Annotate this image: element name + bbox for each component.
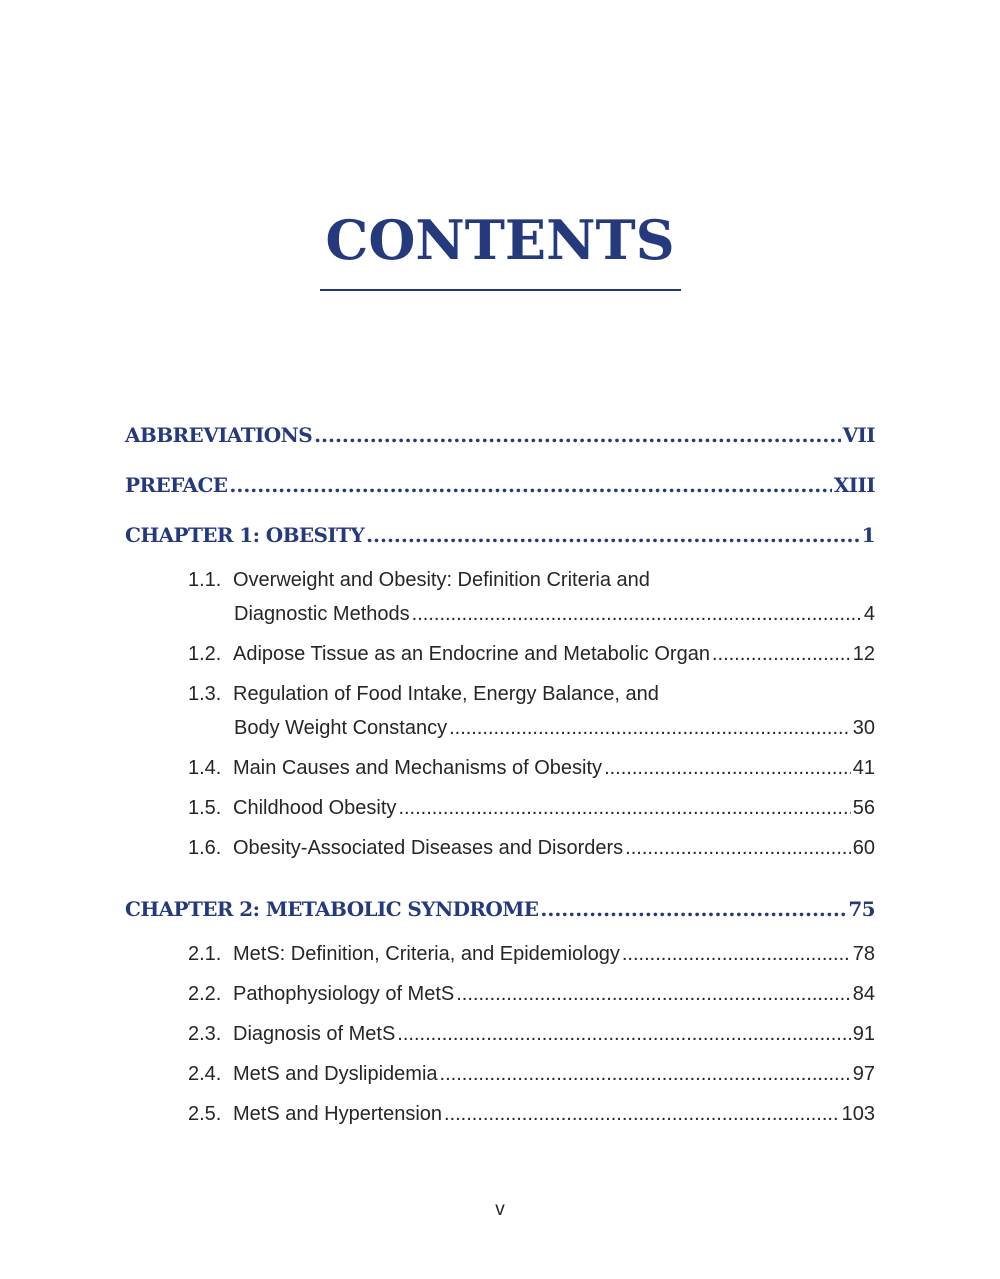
dot-leader	[456, 983, 851, 1006]
toc-entry-chapter-1[interactable]	[125, 523, 875, 547]
dot-leader	[398, 797, 850, 820]
toc-page-number: 97	[852, 1063, 875, 1085]
dot-leader	[625, 837, 851, 860]
section-number: 1.5.	[188, 797, 222, 819]
toc-entry-2-3[interactable]	[188, 1023, 875, 1046]
toc-entry-1-3[interactable]	[188, 683, 659, 706]
toc-entry-label: Childhood Obesity	[233, 797, 397, 819]
toc-entry-label: MetS and Dyslipidemia	[233, 1063, 438, 1085]
dot-leader	[229, 473, 831, 497]
section-number: 2.1.	[188, 943, 222, 965]
toc-entry-label: Main Causes and Mechanisms of Obesity	[233, 757, 603, 779]
toc-entry-1-5[interactable]	[188, 797, 875, 820]
section-number: 1.3.	[188, 683, 222, 705]
dot-leader	[444, 1103, 840, 1126]
toc-entry-chapter-2[interactable]	[125, 897, 875, 921]
toc-entry-1-4[interactable]	[188, 757, 875, 780]
section-number: 1.2.	[188, 643, 222, 665]
toc-entry-label: Obesity-Associated Diseases and Disorders	[233, 837, 624, 859]
section-number: 2.3.	[188, 1023, 222, 1045]
dot-leader	[412, 603, 862, 626]
title-underline	[320, 289, 681, 291]
page-number: v	[495, 1199, 505, 1220]
toc-entry-label: Pathophysiology of MetS	[233, 983, 455, 1005]
section-number: 1.1.	[188, 569, 222, 591]
section-number: 2.5.	[188, 1103, 222, 1125]
dot-leader	[366, 523, 860, 547]
toc-page-number: 75	[848, 897, 875, 921]
dot-leader	[397, 1023, 850, 1046]
toc-entry-label: Adipose Tissue as an Endocrine and Metabolic Organ	[233, 643, 710, 665]
toc-entry-label: Body Weight Constancy	[234, 717, 448, 739]
toc-page-number: 60	[852, 837, 875, 859]
toc-entry-2-4[interactable]	[188, 1063, 875, 1086]
toc-entry-abbreviations[interactable]	[125, 423, 875, 447]
toc-entry-label: Regulation of Food Intake, Energy Balance, and	[233, 683, 659, 705]
toc-page-number: 4	[863, 603, 875, 625]
toc-page-number: VII	[842, 423, 875, 447]
dot-leader	[712, 643, 851, 666]
toc-entry-1-3-continued[interactable]	[234, 717, 875, 740]
section-number: 2.4.	[188, 1063, 222, 1085]
toc-entry-2-2[interactable]	[188, 983, 875, 1006]
toc-entry-label: PREFACE	[125, 473, 228, 497]
toc-page-number: 91	[852, 1023, 875, 1045]
dot-leader	[622, 943, 851, 966]
section-number: 1.4.	[188, 757, 222, 779]
toc-page-number: 12	[852, 643, 875, 665]
toc-page-number: XIII	[833, 473, 875, 497]
section-number: 2.2.	[188, 983, 222, 1005]
toc-entry-2-1[interactable]	[188, 943, 875, 966]
toc-entry-label: Overweight and Obesity: Definition Criteria and	[233, 569, 650, 591]
toc-entry-label: CHAPTER 1: OBESITY	[125, 523, 365, 547]
toc-page-number: 41	[852, 757, 875, 779]
toc-entry-1-6[interactable]	[188, 837, 875, 860]
toc-entry-1-1-continued[interactable]	[234, 603, 875, 626]
toc-entry-label: Diagnosis of MetS	[233, 1023, 396, 1045]
toc-entry-label: ABBREVIATIONS	[125, 423, 313, 447]
toc-entry-1-1[interactable]	[188, 569, 650, 592]
toc-page-number: 103	[841, 1103, 875, 1125]
toc-page-number: 56	[852, 797, 875, 819]
toc-entry-label: Diagnostic Methods	[234, 603, 410, 625]
dot-leader	[449, 717, 851, 740]
toc-entry-preface[interactable]	[125, 473, 875, 497]
section-number: 1.6.	[188, 837, 222, 859]
page-title: CONTENTS	[325, 208, 675, 272]
dot-leader	[540, 897, 846, 921]
dot-leader	[604, 757, 851, 780]
toc-entry-label: MetS: Definition, Criteria, and Epidemiology	[233, 943, 620, 965]
toc-page-number: 78	[852, 943, 875, 965]
toc-page-number: 1	[861, 523, 875, 547]
toc-entry-1-2[interactable]	[188, 643, 875, 666]
toc-entry-2-5[interactable]	[188, 1103, 875, 1126]
toc-entry-label: CHAPTER 2: METABOLIC SYNDROME	[125, 897, 539, 921]
dot-leader	[314, 423, 840, 447]
toc-page-number: 30	[852, 717, 875, 739]
dot-leader	[440, 1063, 851, 1086]
toc-page-number: 84	[852, 983, 875, 1005]
toc-entry-label: MetS and Hypertension	[233, 1103, 443, 1125]
